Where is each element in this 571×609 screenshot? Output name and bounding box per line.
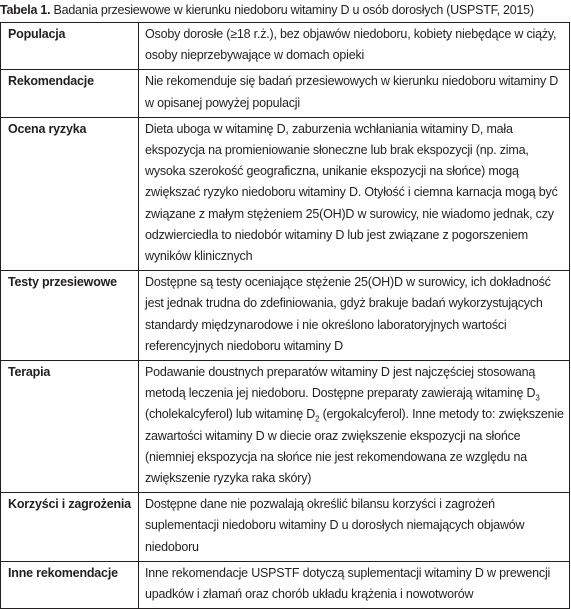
row-header-korzysci-i-zagrozenia: Korzyści i zagrożenia [1,493,139,562]
row-header-rekomendacje: Rekomendacje [1,70,139,117]
row-content-ocena-ryzyka: Dieta uboga w witaminę D, zaburzenia wchłaniania witaminy D, mała ekspozycja na promieniowanie słoneczne lub brak ekspozycji (np. zima, wysoka szerokość geograficzna, unikanie ekspozycji na słońce) mogą zwiększać ryzyko niedoboru witaminy D. Otyłość i ciemna karnacja mogą być związane z małym stężeniem 25(OH)D w surowicy, nie wiadomo jednak, czy odzwierciedla to niedobór witaminy D lub jest związane z pogorszeniem wyników klinicznych [139,117,570,270]
row-content-testy-przesiewowe: Dostępne są testy oceniające stężenie 25(OH)D w surowicy, ich dokładność jest jednak trudna do zdefiniowania, gdyż brakuje badań wykorzystujących standardy międzynarodowe i nie określono laboratoryjnych wartości referencyjnych niedoboru witaminy D [139,271,570,361]
table-row [1,117,570,270]
table-row [1,361,570,493]
terapia-text-part-3: (ergokalcyferol). Inne metody to: zwiększenie zawartości witaminy D w diecie oraz zwiększenie ekspozycji na słońce (niemniej ekspozycja na słońce nie jest rekomendowana ze względu na zwiększenie ryzyka raka skóry) [145,407,564,486]
row-content-rekomendacje: Nie rekomenduje się badań przesiewowych w kierunku niedoboru witaminy D w opisanej powyżej populacji [139,70,570,117]
table-caption [0,2,571,18]
table-caption-label: Tabela 1. [0,3,51,17]
row-header-testy-przesiewowe: Testy przesiewowe [1,271,139,361]
terapia-text-part-2: (cholekalcyferol) lub witaminę D [145,407,316,422]
terapia-text-part-1: Podawanie doustnych preparatów witaminy D jest najczęściej stosowaną metodą leczenia jej niedoboru. Dostępne preparaty zawierają witaminę D [145,365,536,401]
table-caption-text: Badania przesiewowe w kierunku niedoboru witaminy D u osób dorosłych (USPSTF, 2015) [50,3,534,17]
table-row [1,561,570,608]
table-row [1,70,570,117]
subscript-2: 2 [315,414,320,424]
row-content-populacja: Osoby dorosłe (≥18 r.ż.), bez objawów niedoboru, kobiety niebędące w ciąży, osoby nieprzebywające w domach opieki [139,23,570,70]
subscript-3: 3 [535,393,540,403]
table-row [1,23,570,70]
row-content-inne-rekomendacje: Inne rekomendacje USPSTF dotyczą suplementacji witaminy D w prewencji upadków i złamań oraz chorób układu krążenia i nowotworów [139,561,570,608]
row-header-ocena-ryzyka: Ocena ryzyka [1,117,139,270]
row-content-korzysci-i-zagrozenia: Dostępne dane nie pozwalają określić bilansu korzyści i zagrożeń suplementacji niedoboru witaminy D u dorosłych niemających objawów niedoboru [139,493,570,562]
row-content-terapia [139,361,570,493]
row-header-populacja: Populacja [1,23,139,70]
screening-table [0,22,570,609]
row-header-terapia: Terapia [1,361,139,493]
table-row [1,271,570,361]
table-row [1,493,570,562]
row-header-inne-rekomendacje: Inne rekomendacje [1,561,139,608]
